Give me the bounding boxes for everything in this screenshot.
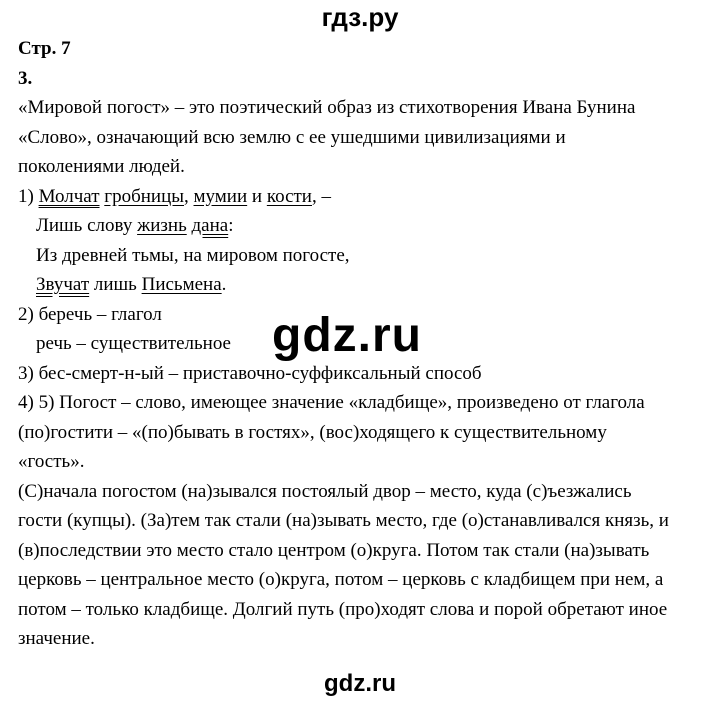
item-4-5: [18, 388, 708, 477]
item-3: 3) бес-смерт-н-ый – приставочно-суффиксальный способ: [18, 362, 482, 384]
site-header: гдз.ру: [321, 2, 399, 32]
watermark-logo: gdz.ru: [272, 309, 422, 362]
subject-word: кости: [266, 185, 312, 207]
subject-word: мумии: [193, 185, 248, 207]
intro-line: «Мировой погост» – это поэтический образ из стихотворения Ивана Бунина: [18, 97, 636, 118]
punct: и: [247, 185, 267, 207]
item-4-5-line: (по)гостити – «(по)бывать в гостях», (вос)ходящего к существительному: [18, 421, 607, 443]
intro-line: «Слово», означающий всю землю с ее ушедшими цивилизациями и: [18, 126, 566, 148]
item-4-5-line: «гость».: [18, 451, 85, 472]
punct: ,: [184, 185, 194, 207]
page-label: Стр. 7: [18, 38, 71, 59]
poem-line-2: [18, 211, 708, 241]
paragraph-line: потом – только кладбище. Долгий путь (про)ходят слова и порой обретают иное: [18, 598, 668, 620]
paragraph-line: (в)последствии это место стало центром (о)круга. Потом так стали (на)зывать: [18, 539, 650, 561]
task-number: 3.: [18, 67, 33, 89]
punct: .: [221, 274, 227, 295]
plain-text: Лишь слову: [36, 215, 138, 236]
intro-text: [18, 93, 708, 182]
item-2-line: 2) беречь – глагол: [18, 303, 162, 325]
punct: :: [228, 215, 234, 236]
poem-line-1: [18, 182, 708, 212]
subject-word: гробницы: [104, 185, 185, 207]
paragraph-line: значение.: [18, 628, 95, 649]
punct: , –: [311, 185, 331, 207]
poem-line-3: Из древней тьмы, на мировом погосте,: [36, 244, 350, 266]
predicate-word: дана: [191, 215, 229, 236]
paragraph-line: гости (купцы). (За)тем так стали (на)зывать место, где (о)станавливался князь, и: [18, 510, 669, 531]
poem-line-4: [18, 270, 708, 300]
item-4-5-line: 4) 5) Погост – слово, имеющее значение «кладбище», произведено от глагола: [18, 392, 645, 413]
paragraph-line: церковь – центральное место (о)круга, потом – церковь с кладбищем при нем, а: [18, 569, 664, 590]
footer-logo: gdz.ru: [324, 670, 396, 697]
intro-line: поколениями людей.: [18, 156, 185, 177]
paragraph-line: (С)начала погостом (на)зывался постоялый двор – место, куда (с)ъезжались: [18, 480, 632, 502]
poem-number: 1): [18, 185, 34, 207]
item-2-line: речь – существительное: [36, 333, 231, 354]
final-paragraph: [18, 477, 708, 654]
predicate-word: Молчат: [38, 185, 100, 207]
predicate-word: Звучат: [36, 274, 90, 295]
plain-text: лишь: [89, 274, 142, 295]
subject-word: Письмена: [141, 274, 222, 295]
poem-block: [18, 182, 708, 300]
subject-word: жизнь: [137, 215, 187, 236]
